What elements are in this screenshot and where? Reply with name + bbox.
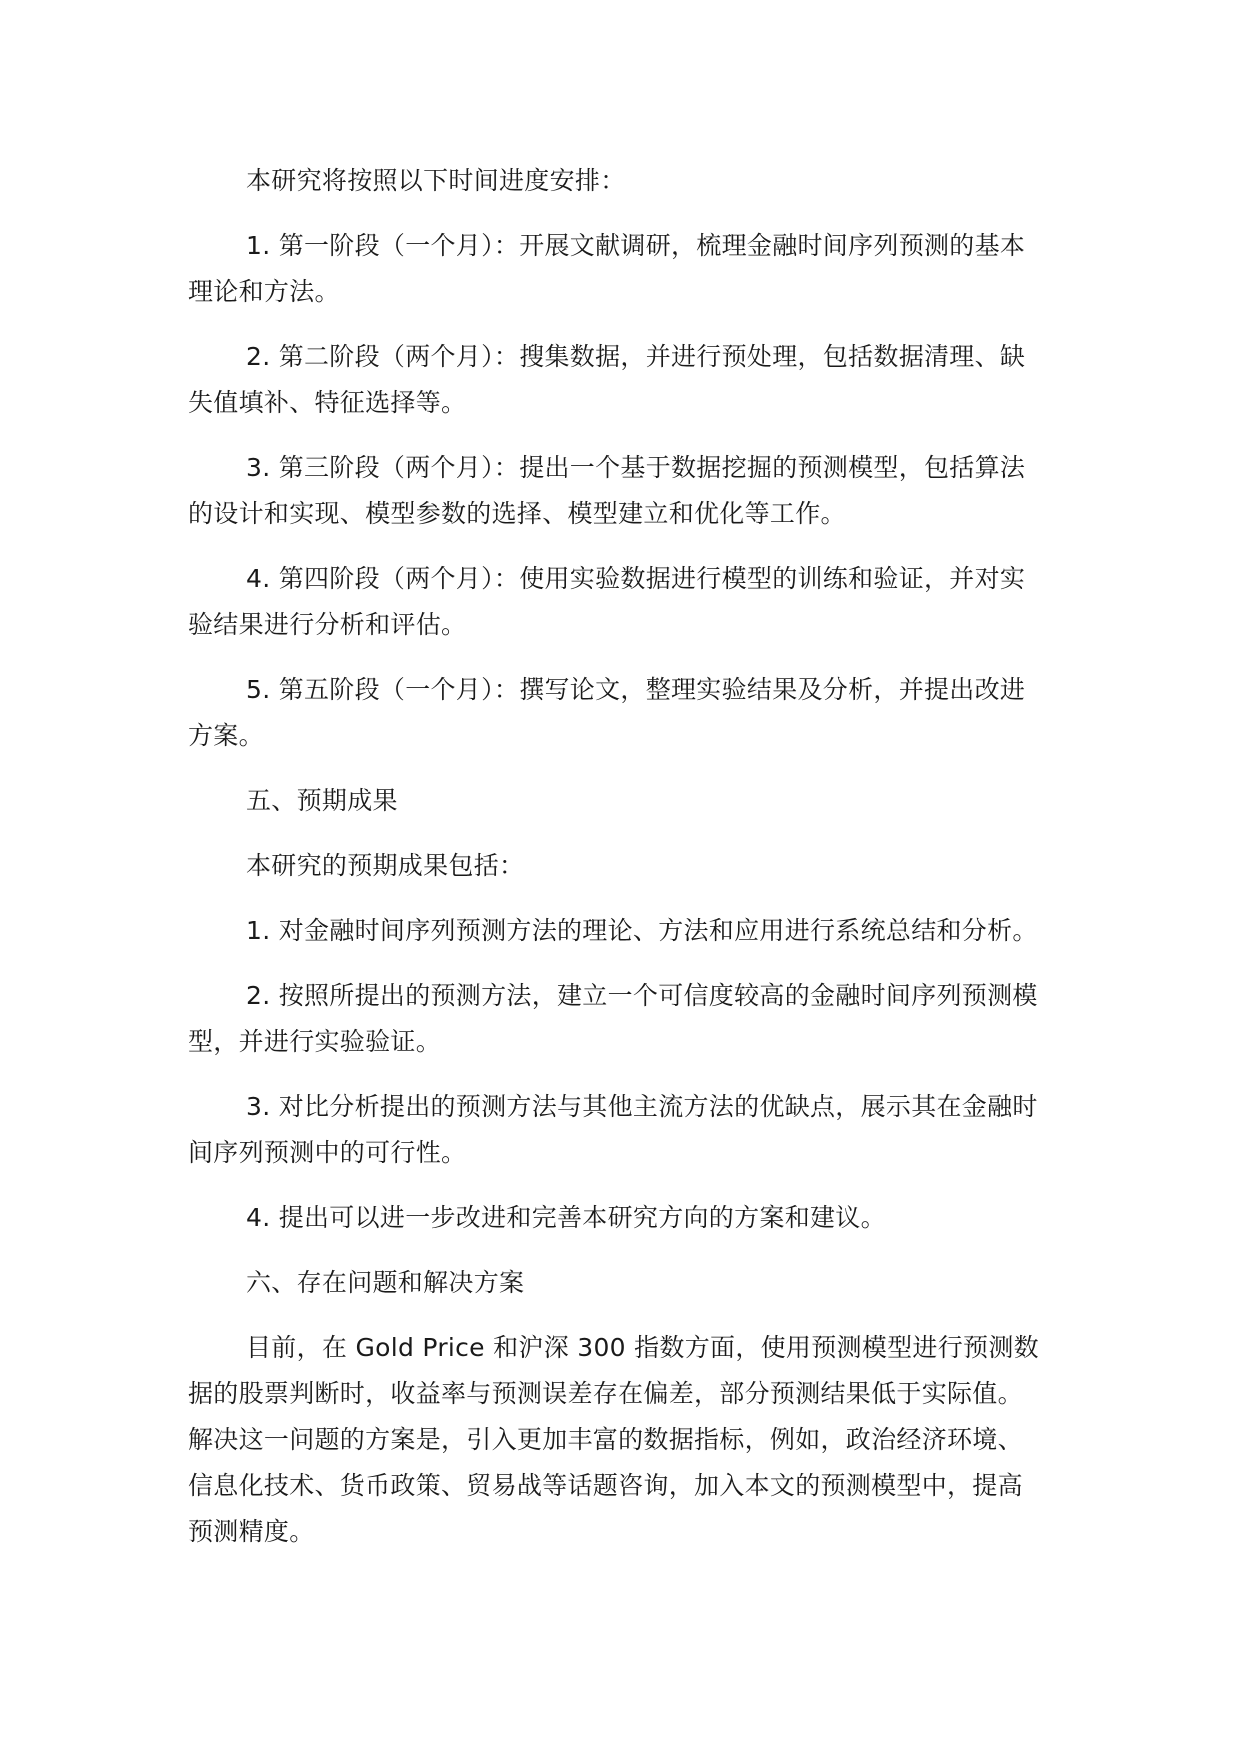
expected-result-1: 1. 对金融时间序列预测方法的理论、方法和应用进行系统总结和分析。 bbox=[246, 916, 1038, 945]
expected-results-intro: 本研究的预期成果包括： bbox=[246, 851, 525, 880]
expected-result-3: 3. 对比分析提出的预测方法与其他主流方法的优缺点，展示其在金融时间序列预测中的可行性。 bbox=[188, 1092, 1038, 1167]
schedule-item-5: 5. 第五阶段（一个月）：撰写论文，整理实验结果及分析，并提出改进方案。 bbox=[188, 675, 1026, 750]
schedule-item-3: 3. 第三阶段（两个月）：提出一个基于数据挖掘的预测模型，包括算法的设计和实现、模型参数的选择、模型建立和优化等工作。 bbox=[188, 453, 1026, 528]
expected-result-2: 2. 按照所提出的预测方法，建立一个可信度较高的金融时间序列预测模型，并进行实验验证。 bbox=[188, 981, 1038, 1056]
document-body bbox=[188, 158, 1048, 1555]
problems-solutions-paragraph: 目前，在 Gold Price 和沪深 300 指数方面，使用预测模型进行预测数据的股票判断时，收益率与预测误差存在偏差，部分预测结果低于实际值。解决这一问题的方案是，引入更加丰富的数据指标，例如，政治经济环境、信息化技术、货币政策、贸易战等话题咨询，加入本文的预测模型中，提高预测精度。 bbox=[188, 1333, 1039, 1546]
schedule-item-2: 2. 第二阶段（两个月）：搜集数据，并进行预处理，包括数据清理、缺失值填补、特征选择等。 bbox=[188, 342, 1026, 417]
section-heading-problems-solutions: 六、存在问题和解决方案 bbox=[246, 1268, 525, 1297]
expected-result-4: 4. 提出可以进一步改进和完善本研究方向的方案和建议。 bbox=[246, 1203, 886, 1232]
schedule-intro: 本研究将按照以下时间进度安排： bbox=[246, 166, 626, 195]
schedule-item-4: 4. 第四阶段（两个月）：使用实验数据进行模型的训练和验证，并对实验结果进行分析和评估。 bbox=[188, 564, 1026, 639]
schedule-item-1: 1. 第一阶段（一个月）：开展文献调研，梳理金融时间序列预测的基本理论和方法。 bbox=[188, 231, 1026, 306]
section-heading-expected-results: 五、预期成果 bbox=[246, 786, 398, 815]
